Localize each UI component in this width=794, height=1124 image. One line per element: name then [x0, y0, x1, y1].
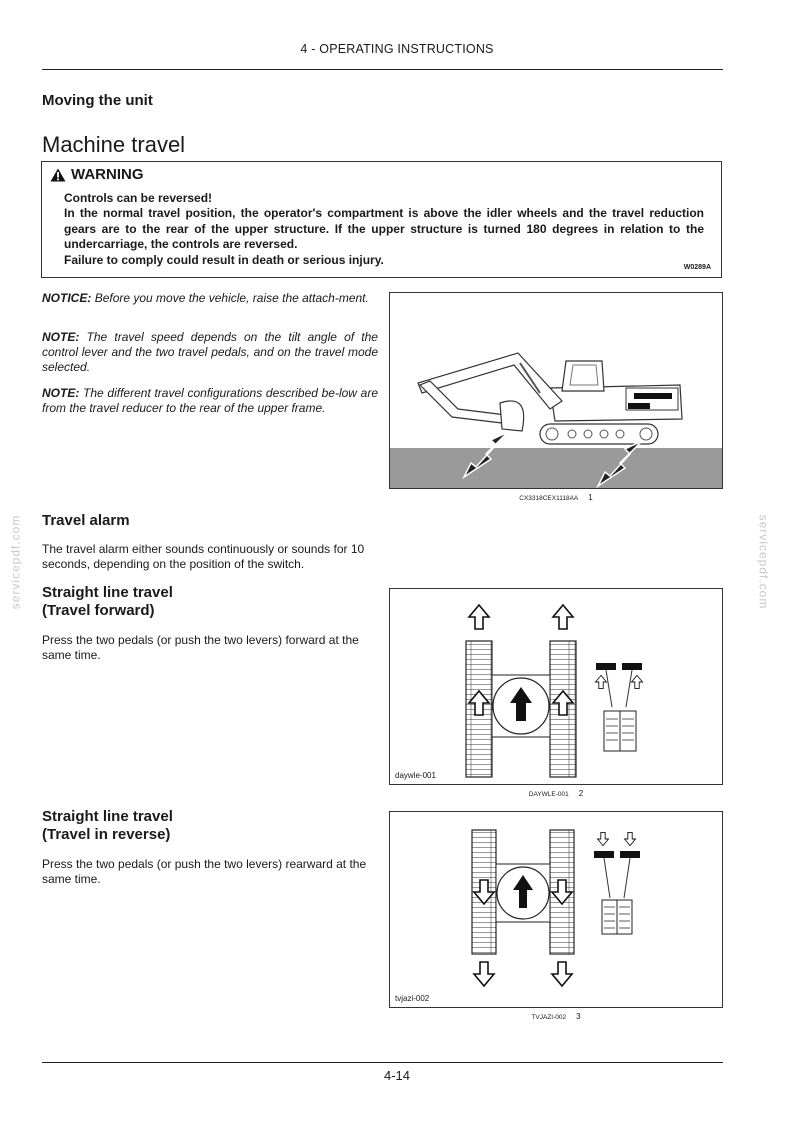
note-paragraph [42, 386, 378, 416]
travel-alarm-text: The travel alarm either sounds continuously or sounds for 10 seconds, depending on the position of the switch. [42, 542, 365, 571]
header-rule [42, 69, 723, 70]
figure-code: CX3318CEX1118AA [519, 495, 579, 502]
watermark-right: servicepdf.com [756, 514, 771, 610]
note-text: Before you move the vehicle, raise the attach-ment. [94, 291, 369, 305]
note-label: NOTE: [42, 386, 80, 400]
figure-caption [389, 493, 723, 502]
watermark-left: servicepdf.com [8, 514, 23, 610]
travel-forward-diagram [390, 589, 723, 785]
page-heading: Machine travel [42, 132, 186, 157]
footer-rule [42, 1062, 723, 1063]
note-text: The travel speed depends on the tilt angle of the control lever and the two travel pedals, and on the travel mode selected. [42, 330, 378, 374]
warning-line: Controls can be reversed! [64, 191, 213, 205]
note-label: NOTICE: [42, 291, 92, 305]
warning-line: In the normal travel position, the operator's compartment is above the idler wheels and the travel reduction gears are to the rear of the upper structure. If the upper structure is turned 180 degrees in relation to the undercarriage, the controls are reversed. [64, 206, 704, 252]
forward-text: Press the two pedals (or push the two levers) forward at the same time. [42, 633, 359, 662]
figure-number: 3 [576, 1012, 581, 1021]
warning-text [64, 191, 704, 268]
figure-inner-label: tvjazi-002 [395, 994, 430, 1003]
reverse-title: Straight line travel (Travel in reverse) [42, 808, 173, 843]
reverse-text: Press the two pedals (or push the two levers) rearward at the same time. [42, 857, 367, 886]
figure-inner-label: daywle-001 [395, 771, 436, 780]
forward-title: Straight line travel (Travel forward) [42, 584, 173, 619]
warning-code: W0289A [683, 264, 711, 271]
figure-number: 1 [588, 493, 593, 502]
figure-caption [389, 1012, 723, 1021]
figure-travel-forward [389, 588, 723, 785]
travel-alarm-title: Travel alarm [42, 512, 130, 529]
figure-caption [389, 789, 723, 798]
warning-box [41, 161, 722, 278]
note-paragraph [42, 330, 378, 375]
figure-travel-reverse [389, 811, 723, 1008]
figure-code: TVJAZI-002 [531, 1014, 567, 1021]
warning-triangle-icon [50, 168, 66, 182]
notice-paragraph [42, 291, 378, 306]
figure-excavator [389, 292, 723, 489]
note-label: NOTE: [42, 330, 80, 344]
page-number: 4-14 [383, 1068, 411, 1083]
running-header: 4 - OPERATING INSTRUCTIONS [300, 42, 494, 56]
note-text: The different travel configurations described be-low are from the travel reducer to the rear of the upper frame. [42, 386, 378, 415]
warning-line: Failure to comply could result in death or serious injury. [64, 252, 384, 267]
figure-code: DAYWLE-001 [528, 791, 569, 798]
excavator-illustration [390, 293, 723, 489]
section-title: Moving the unit [42, 92, 153, 109]
warning-title: WARNING [50, 166, 144, 183]
travel-reverse-diagram [390, 812, 723, 1008]
figure-number: 2 [578, 789, 584, 798]
